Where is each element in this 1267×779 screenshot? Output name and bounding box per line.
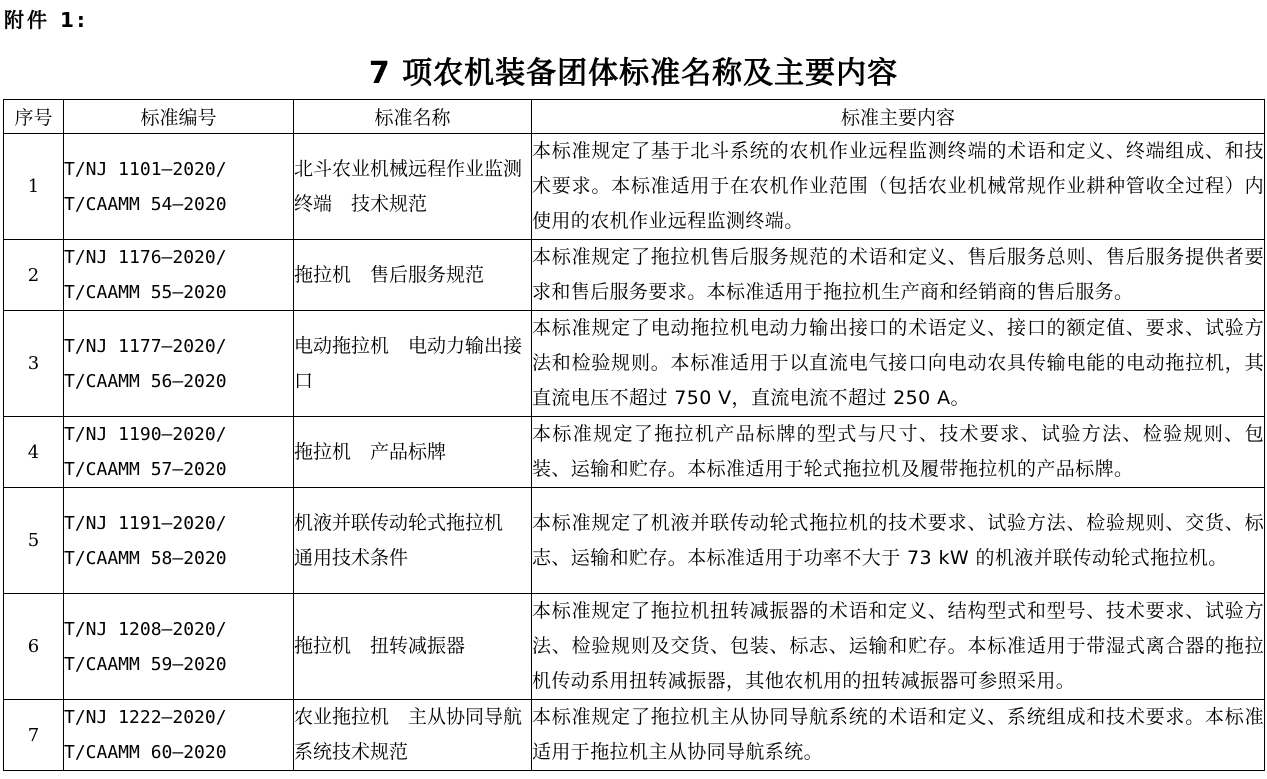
header-content: 标准主要内容 [532, 100, 1265, 134]
table-row [4, 134, 1265, 240]
row-content: 本标准规定了拖拉机扭转减振器的术语和定义、结构型式和型号、技术要求、试验方法、检验规则及交货、包装、标志、运输和贮存。本标准适用于带湿式离合器的拖拉机传动系用扭转减振器，其他农机用的扭转减振器可参照采用。 [532, 594, 1265, 700]
row-index: 5 [4, 488, 64, 594]
page-title: 7 项农机装备团体标准名称及主要内容 [368, 56, 899, 91]
table-row [4, 700, 1265, 771]
row-index: 4 [4, 417, 64, 488]
row-code-nj: T/NJ 1177—2020/ [64, 335, 227, 357]
row-code-caamm: T/CAAMM 59—2020 [64, 653, 227, 675]
row-code [64, 417, 294, 488]
row-code-nj: T/NJ 1190—2020/ [64, 424, 227, 445]
header-name: 标准名称 [294, 100, 532, 134]
row-content: 本标准规定了拖拉机主从协同导航系统的术语和定义、系统组成和技术要求。本标准适用于拖拉机主从协同导航系统。 [532, 700, 1265, 771]
row-code-caamm: T/CAAMM 58—2020 [64, 547, 227, 569]
table-row [4, 488, 1265, 594]
row-code-nj: T/NJ 1176—2020/ [64, 247, 227, 268]
header-code: 标准编号 [64, 100, 294, 134]
row-code-nj: T/NJ 1208—2020/ [64, 618, 227, 640]
row-code [64, 311, 294, 417]
table-row [4, 311, 1265, 417]
row-code-nj: T/NJ 1222—2020/ [64, 707, 227, 728]
table-header-row [4, 100, 1265, 134]
row-name: 拖拉机 扭转减振器 [294, 594, 532, 700]
row-name: 拖拉机 产品标牌 [294, 417, 532, 488]
row-code [64, 488, 294, 594]
row-name: 拖拉机 售后服务规范 [294, 240, 532, 311]
row-name: 机液并联传动轮式拖拉机 通用技术条件 [294, 488, 532, 594]
row-code-caamm: T/CAAMM 56—2020 [64, 370, 227, 392]
row-name: 农业拖拉机 主从协同导航系统技术规范 [294, 700, 532, 771]
row-code-nj: T/NJ 1191—2020/ [64, 512, 227, 534]
row-code-caamm: T/CAAMM 57—2020 [64, 459, 227, 480]
row-content: 本标准规定了电动拖拉机电动力输出接口的术语定义、接口的额定值、要求、试验方法和检验规则。本标准适用于以直流电气接口向电动农具传输电能的电动拖拉机，其直流电压不超过 750 V，直流电流不超过 250 A。 [532, 311, 1265, 417]
header-index: 序号 [4, 100, 64, 134]
row-content: 本标准规定了拖拉机售后服务规范的术语和定义、售后服务总则、售后服务提供者要求和售后服务要求。本标准适用于拖拉机生产商和经销商的售后服务。 [532, 240, 1265, 311]
row-code [64, 594, 294, 700]
row-code [64, 240, 294, 311]
row-index: 1 [4, 134, 64, 240]
row-code [64, 700, 294, 771]
row-content: 本标准规定了机液并联传动轮式拖拉机的技术要求、试验方法、检验规则、交货、标志、运输和贮存。本标准适用于功率不大于 73 kW 的机液并联传动轮式拖拉机。 [532, 488, 1265, 594]
attachment-label: 附件 1: [4, 8, 88, 32]
table-row [4, 240, 1265, 311]
row-content: 本标准规定了基于北斗系统的农机作业远程监测终端的术语和定义、终端组成、和技术要求。本标准适用于在农机作业范围（包括农业机械常规作业耕种管收全过程）内使用的农机作业远程监测终端。 [532, 134, 1265, 240]
row-index: 6 [4, 594, 64, 700]
row-index: 2 [4, 240, 64, 311]
row-content: 本标准规定了拖拉机产品标牌的型式与尺寸、技术要求、试验方法、检验规则、包装、运输和贮存。本标准适用于轮式拖拉机及履带拖拉机的产品标牌。 [532, 417, 1265, 488]
row-index: 3 [4, 311, 64, 417]
standards-table [3, 99, 1265, 771]
row-name: 电动拖拉机 电动力输出接口 [294, 311, 532, 417]
row-code [64, 134, 294, 240]
table-row [4, 417, 1265, 488]
table-row [4, 594, 1265, 700]
row-code-caamm: T/CAAMM 60—2020 [64, 742, 227, 763]
row-index: 7 [4, 700, 64, 771]
row-code-nj: T/NJ 1101—2020/ [64, 158, 227, 180]
row-code-caamm: T/CAAMM 55—2020 [64, 282, 227, 303]
row-name: 北斗农业机械远程作业监测终端 技术规范 [294, 134, 532, 240]
row-code-caamm: T/CAAMM 54—2020 [64, 193, 227, 215]
